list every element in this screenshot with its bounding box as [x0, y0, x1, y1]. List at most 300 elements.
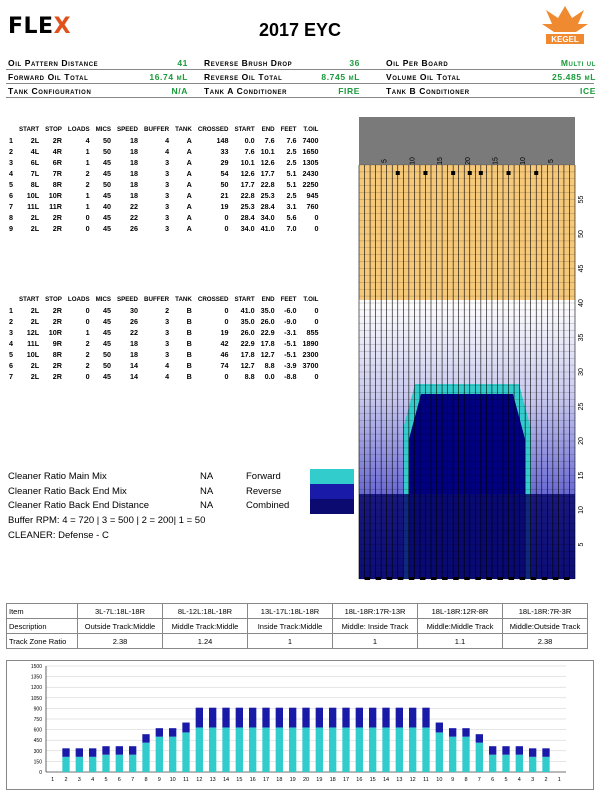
forward-bar	[182, 732, 189, 772]
forward-table-cell: 7	[9, 202, 13, 211]
forward-table-cell: 7R	[52, 169, 62, 178]
reverse-table-cell: 10L	[26, 350, 40, 359]
forward-table-cell: 34.0	[260, 213, 275, 222]
bottom-marker	[420, 577, 426, 580]
divider	[6, 97, 594, 98]
forward-table-cell: A	[186, 136, 192, 145]
forward-table-cell: 1650	[302, 147, 319, 156]
y-tick: 0	[39, 770, 42, 776]
forward-table-cell: 5	[9, 180, 13, 189]
forward-table-cell: 17.7	[240, 180, 255, 189]
reverse-bar	[409, 708, 416, 728]
legend-forward-label: Forward	[246, 471, 281, 482]
reverse-bar	[542, 748, 549, 756]
reverse-table-cell: -3.1	[284, 328, 297, 337]
forward-bar	[382, 727, 389, 772]
forward-table-cell: 4R	[52, 147, 62, 156]
feet-tick: 40	[578, 299, 585, 307]
forward-table-cell: 40	[103, 202, 112, 211]
forward-table-cell: 11L	[27, 202, 40, 211]
reverse-bar	[462, 728, 469, 736]
forward-table-cell: 50	[103, 180, 112, 189]
reverse-table-row	[6, 360, 321, 371]
volume-oil-total: 25.485 mL	[552, 72, 596, 82]
reverse-table-cell: 7	[9, 372, 13, 381]
forward-bar	[89, 757, 96, 772]
forward-bar	[529, 757, 536, 772]
cleaner-main-mix-label: Cleaner Ratio Main Mix	[8, 471, 107, 482]
forward-table-cell: 34.0	[240, 224, 255, 233]
arrow-marker	[423, 171, 427, 175]
forward-table-row	[6, 157, 321, 168]
forward-table-cell: 10.1	[240, 158, 255, 167]
x-tick: 7	[131, 777, 135, 783]
forward-bar	[142, 743, 149, 772]
reverse-table-cell: 2	[85, 350, 90, 359]
reverse-brush-drop: 36	[349, 58, 360, 68]
forward-table-cell: 7.6	[286, 136, 297, 145]
bottom-marker	[442, 577, 448, 580]
reverse-table-cell: 5	[9, 350, 13, 359]
reverse-table-header: FEET	[280, 296, 297, 303]
reverse-table-header: LOADS	[67, 296, 90, 303]
forward-table-cell: 45	[103, 191, 112, 200]
reverse-table-cell: -8.8	[284, 372, 297, 381]
y-tick: 450	[33, 738, 42, 745]
x-tick: 5	[504, 777, 508, 783]
x-tick: 1	[557, 777, 561, 783]
forward-table-cell: 18	[130, 136, 139, 145]
reverse-table-header: T.OIL	[303, 296, 319, 303]
forward-table-header: MICS	[95, 126, 112, 133]
y-tick: 750	[33, 717, 42, 723]
reverse-table-row	[6, 349, 321, 360]
forward-table-header: STOP	[45, 126, 62, 133]
zone-ratio: 1.1	[418, 634, 503, 649]
forward-bar	[276, 727, 283, 772]
reverse-bar	[489, 746, 496, 754]
x-tick: 4	[91, 777, 95, 783]
bottom-marker	[520, 577, 526, 580]
cleaner-back-end-mix-label: Cleaner Ratio Back End Mix	[8, 486, 127, 497]
reverse-table-cell: 0	[224, 317, 229, 326]
forward-table-cell: 760	[306, 202, 319, 211]
cleaner-name: CLEANER: Defense - C	[8, 530, 109, 541]
reverse-bar	[502, 746, 509, 754]
forward-table-cell: 18	[130, 147, 139, 156]
reverse-table-cell: -6.0	[284, 306, 297, 315]
forward-table-cell: 2.5	[286, 158, 297, 167]
reverse-oil-total: 8.745 mL	[321, 72, 360, 82]
x-tick: 17	[262, 777, 270, 783]
bottom-marker	[553, 577, 559, 580]
back-end-oil	[359, 494, 575, 579]
reverse-table-cell: B	[186, 339, 192, 348]
forward-table-cell: 7.6	[264, 136, 275, 145]
forward-bar	[262, 727, 269, 772]
forward-table-row	[6, 179, 321, 190]
reverse-table-cell: 12L	[26, 328, 40, 337]
zone-description: Inside Track:Middle	[248, 619, 333, 634]
reverse-table-cell: 8.8	[244, 372, 255, 381]
forward-bar	[289, 727, 296, 772]
zone-description: Middle:Outside Track	[503, 619, 588, 634]
reverse-table-cell: 10R	[48, 328, 62, 337]
zone-table-header: 13L-17L:18L-18R	[248, 604, 333, 619]
forward-table-cell: 4	[165, 147, 170, 156]
forward-table-cell: 3	[165, 158, 170, 167]
forward-bar	[502, 755, 509, 772]
x-tick: 18	[276, 777, 283, 783]
forward-table-cell: 28.4	[260, 202, 275, 211]
reverse-table-cell: 3	[165, 339, 170, 348]
reverse-table-cell: B	[186, 350, 192, 359]
forward-table-cell: 6R	[52, 158, 62, 167]
feet-tick: 55	[578, 195, 585, 204]
forward-table-cell: A	[186, 147, 192, 156]
forward-table-cell: 5.1	[286, 180, 297, 189]
reverse-table-cell: 22	[130, 328, 139, 337]
forward-table-cell: 28.4	[240, 213, 255, 222]
forward-table-cell: 1	[85, 191, 90, 200]
zone-description: Middle Track:Middle	[163, 619, 248, 634]
bottom-marker	[475, 577, 481, 580]
reverse-table-cell: 41.0	[240, 306, 255, 315]
reverse-table-cell: -5.1	[284, 339, 297, 348]
forward-table-cell: 1	[9, 136, 13, 145]
zone-table-header: Item	[7, 604, 78, 619]
forward-table-cell: 10L	[26, 191, 40, 200]
forward-table-cell: 945	[306, 191, 319, 200]
board-tick: 10	[520, 157, 528, 165]
forward-table-header: START	[19, 126, 40, 133]
reverse-table-cell: 74	[220, 361, 229, 370]
forward-table-header: FEET	[280, 126, 297, 133]
reverse-table-cell: 9R	[52, 339, 62, 348]
bottom-marker	[365, 577, 371, 580]
reverse-table-cell: 17.8	[240, 350, 255, 359]
reverse-table-cell: -9.0	[284, 317, 297, 326]
y-tick: 900	[33, 706, 42, 713]
bottom-marker	[464, 577, 470, 580]
forward-table-cell: 3	[165, 224, 170, 233]
reverse-table-cell: 855	[306, 328, 319, 337]
forward-table-cell: 2R	[52, 224, 62, 233]
forward-bar	[396, 727, 403, 772]
reverse-table-cell: 8.8	[264, 361, 275, 370]
forward-table-cell: 1	[85, 147, 90, 156]
cleaner-back-end-distance-label: Cleaner Ratio Back End Distance	[8, 500, 149, 511]
reverse-table-cell: 3	[9, 328, 13, 337]
forward-table-cell: 4	[85, 136, 90, 145]
x-tick: 11	[423, 777, 429, 783]
forward-table-cell: 1	[85, 202, 90, 211]
forward-table-cell: 50	[220, 180, 229, 189]
reverse-table-cell: 2R	[52, 372, 62, 381]
oil-pattern-distance: 41	[177, 58, 188, 68]
reverse-bar	[276, 708, 283, 728]
forward-bar	[76, 757, 83, 772]
reverse-table-cell: 2	[165, 306, 170, 315]
forward-bar	[156, 737, 163, 772]
forward-table-cell: 54	[220, 169, 229, 178]
forward-table-cell: 0	[314, 213, 319, 222]
x-tick: 13	[396, 777, 403, 783]
forward-table-cell: 2R	[52, 136, 62, 145]
x-tick: 19	[289, 777, 296, 783]
x-tick: 8	[144, 777, 148, 783]
reverse-pattern-table	[6, 294, 321, 382]
reverse-table-cell: B	[186, 317, 192, 326]
reverse-table-cell: B	[186, 306, 192, 315]
reverse-table-cell: 3	[165, 317, 170, 326]
reverse-bar	[116, 746, 123, 754]
info-row-1: Oil Pattern Distance 41 Reverse Brush Drop 36 Oil Per Board Multi ul	[8, 58, 596, 68]
tank-b-conditioner: ICE	[580, 86, 596, 96]
forward-bar	[409, 727, 416, 772]
legend-combined-label: Combined	[246, 500, 290, 511]
forward-table-cell: 7L	[30, 169, 40, 178]
forward-bar	[449, 737, 456, 772]
forward-bar	[329, 727, 336, 772]
reverse-table-cell: 26	[130, 317, 139, 326]
board-oil-chart	[6, 660, 594, 790]
reverse-table-cell: 2R	[52, 306, 62, 315]
reverse-table-cell: 18	[130, 350, 139, 359]
cleaner-main-mix: NA	[200, 471, 214, 482]
info-row-2: Forward Oil Total 16.74 mL Reverse Oil Total 8.745 mL Volume Oil Total 25.485 mL	[8, 72, 596, 82]
y-tick: 600	[33, 727, 42, 734]
x-tick: 10	[169, 777, 176, 783]
forward-table-cell: 33	[220, 147, 229, 156]
zone-description-label: Description	[7, 619, 78, 634]
reverse-table-cell: 12.7	[260, 350, 275, 359]
x-tick: 13	[209, 777, 216, 783]
feet-tick: 20	[578, 437, 585, 445]
zone-ratio-label: Track Zone Ratio	[7, 634, 78, 649]
forward-table-cell: 0	[85, 213, 90, 222]
reverse-table-cell: 22.9	[240, 339, 255, 348]
forward-table-cell: 12.6	[240, 169, 255, 178]
forward-table-cell: 9	[9, 224, 13, 233]
forward-table-cell: 2	[9, 147, 13, 156]
reverse-bar	[369, 708, 376, 728]
forward-table-cell: 50	[103, 136, 112, 145]
reverse-table-cell: 3	[165, 350, 170, 359]
forward-table-cell: 1	[85, 158, 90, 167]
forward-bar	[436, 732, 443, 772]
forward-table-cell: 0	[85, 224, 90, 233]
reverse-bar	[382, 708, 389, 728]
reverse-table-cell: 45	[103, 306, 112, 315]
reverse-table-cell: 0	[224, 372, 229, 381]
reverse-bar	[422, 708, 429, 728]
forward-bar	[422, 727, 429, 772]
forward-bar	[476, 743, 483, 772]
forward-table-cell: A	[186, 213, 192, 222]
x-tick: 6	[491, 777, 495, 783]
lane-oil-graph	[355, 117, 591, 587]
x-tick: 2	[544, 777, 548, 783]
bottom-marker	[453, 577, 459, 580]
reverse-bar	[516, 746, 523, 754]
reverse-table-header: TANK	[175, 296, 192, 303]
reverse-table-cell: 19	[220, 328, 229, 337]
feet-tick: 45	[578, 264, 585, 273]
forward-table-cell: 3	[9, 158, 13, 167]
x-tick: 3	[77, 777, 81, 783]
forward-table-cell: 45	[103, 213, 112, 222]
reverse-table-cell: 2R	[52, 317, 62, 326]
lane-oil-graph-svg	[355, 117, 591, 587]
reverse-table-header: START	[234, 296, 255, 303]
x-tick: 12	[196, 777, 203, 783]
forward-table-cell: 12.6	[260, 158, 275, 167]
forward-table-row	[6, 212, 321, 223]
forward-table-cell: 4	[165, 136, 170, 145]
forward-table-cell: 6L	[30, 158, 40, 167]
x-tick: 16	[249, 777, 256, 783]
reverse-bar	[76, 748, 83, 756]
forward-table-cell: 3.1	[286, 202, 297, 211]
forward-table-cell: 18	[130, 169, 139, 178]
forward-table-cell: 25.3	[260, 191, 275, 200]
track-zone-table	[6, 603, 588, 649]
reverse-table-cell: 14	[130, 361, 139, 370]
forward-table-cell: 10R	[48, 191, 62, 200]
y-tick: 150	[33, 759, 42, 766]
forward-table-cell: 7.6	[244, 147, 255, 156]
forward-table-cell: 18	[130, 191, 139, 200]
forward-bar	[249, 727, 256, 772]
reverse-bar	[356, 708, 363, 728]
forward-table-cell: 50	[103, 147, 112, 156]
forward-bar	[102, 755, 109, 772]
forward-table-cell: 5.1	[286, 169, 297, 178]
reverse-table-cell: 45	[103, 372, 112, 381]
reverse-bar	[329, 708, 336, 728]
forward-bar	[62, 757, 69, 772]
x-tick: 14	[382, 777, 390, 783]
forward-table-cell: 2.5	[286, 147, 297, 156]
reverse-table-cell: B	[186, 372, 192, 381]
zone-table-header: 3L-7L:18L-18R	[78, 604, 163, 619]
x-tick: 9	[451, 777, 455, 783]
forward-bar	[129, 755, 136, 772]
x-tick: 15	[236, 777, 243, 783]
reverse-table-cell: 2L	[30, 306, 40, 315]
x-tick: 4	[517, 777, 521, 783]
page-title: 2017 EYC	[258, 20, 342, 40]
forward-bar	[316, 727, 323, 772]
reverse-table-cell: 0.0	[264, 372, 275, 381]
x-tick: 2	[64, 777, 68, 783]
forward-table-row	[6, 223, 321, 234]
reverse-table-header	[6, 294, 16, 305]
reverse-table-cell: 2L	[30, 361, 40, 370]
forward-table-cell: 4L	[30, 147, 40, 156]
forward-table-cell: A	[186, 158, 192, 167]
x-tick: 20	[302, 777, 310, 783]
forward-table-cell: 3	[165, 169, 170, 178]
forward-table-cell: 3	[165, 202, 170, 211]
feet-tick: 5	[578, 542, 585, 547]
reverse-table-cell: 12.7	[240, 361, 255, 370]
forward-table-cell: 2R	[52, 213, 62, 222]
forward-table-row	[6, 201, 321, 212]
forward-table-cell: 45	[103, 169, 112, 178]
reverse-bar	[302, 708, 309, 728]
reverse-table-cell: 4	[9, 339, 13, 348]
forward-table-cell: 17.7	[260, 169, 275, 178]
forward-bar	[196, 727, 203, 772]
x-tick: 9	[157, 777, 161, 783]
oil-per-board: Multi ul	[560, 58, 596, 68]
reverse-bar	[169, 728, 176, 736]
forward-table-header: T.OIL	[303, 126, 319, 133]
reverse-table-cell: -3.9	[284, 361, 297, 370]
forward-table-cell: 8L	[30, 180, 40, 189]
zone-table-header: 18L-18R:7R-3R	[503, 604, 588, 619]
forward-table-header: SPEED	[117, 126, 139, 133]
forward-table-cell: 2L	[30, 213, 40, 222]
forward-table-cell: 5.6	[286, 213, 297, 222]
reverse-table-cell: 4	[165, 372, 170, 381]
zone-ratio: 1	[333, 634, 418, 649]
bottom-marker	[398, 577, 404, 580]
zone-table-header: 8L-12L:18L-18R	[163, 604, 248, 619]
arrow-marker	[479, 171, 483, 175]
forward-bar	[222, 727, 229, 772]
forward-table-cell: 2L	[30, 224, 40, 233]
forward-table-cell: A	[186, 191, 192, 200]
forward-table-cell: 18	[130, 158, 139, 167]
reverse-bar	[529, 748, 536, 756]
reverse-table-cell: 50	[103, 361, 112, 370]
forward-bar	[369, 727, 376, 772]
reverse-table-cell: 26.0	[240, 328, 255, 337]
reverse-table-header: CROSSED	[197, 296, 229, 303]
reverse-table-row	[6, 305, 321, 316]
forward-table-header	[6, 124, 16, 135]
x-tick: 5	[104, 777, 108, 783]
reverse-table-cell: 18	[130, 339, 139, 348]
reverse-table-cell: 2300	[302, 350, 319, 359]
forward-bar	[542, 757, 549, 772]
forward-table-cell: 22.8	[260, 180, 275, 189]
reverse-table-cell: 6	[9, 361, 13, 370]
x-tick: 1	[51, 777, 55, 783]
reverse-bar	[236, 708, 243, 728]
reverse-bar	[449, 728, 456, 736]
forward-table-cell: 26	[130, 224, 139, 233]
forward-table-cell: 11R	[49, 202, 62, 211]
reverse-bar	[62, 748, 69, 756]
forward-table-cell: 6	[9, 191, 13, 200]
board-tick: 5	[381, 159, 389, 163]
reverse-table-cell: -5.1	[284, 350, 297, 359]
reverse-table-row	[6, 327, 321, 338]
forward-table-cell: 22	[130, 202, 139, 211]
forward-table-cell: 25.3	[240, 202, 255, 211]
tank-configuration: N/A	[171, 86, 188, 96]
forward-table-row	[6, 168, 321, 179]
reverse-table-row	[6, 316, 321, 327]
bottom-marker	[542, 577, 548, 580]
legend-combined-swatch	[310, 499, 354, 514]
feet-tick: 30	[578, 368, 585, 376]
forward-table-cell: 7.0	[286, 224, 297, 233]
